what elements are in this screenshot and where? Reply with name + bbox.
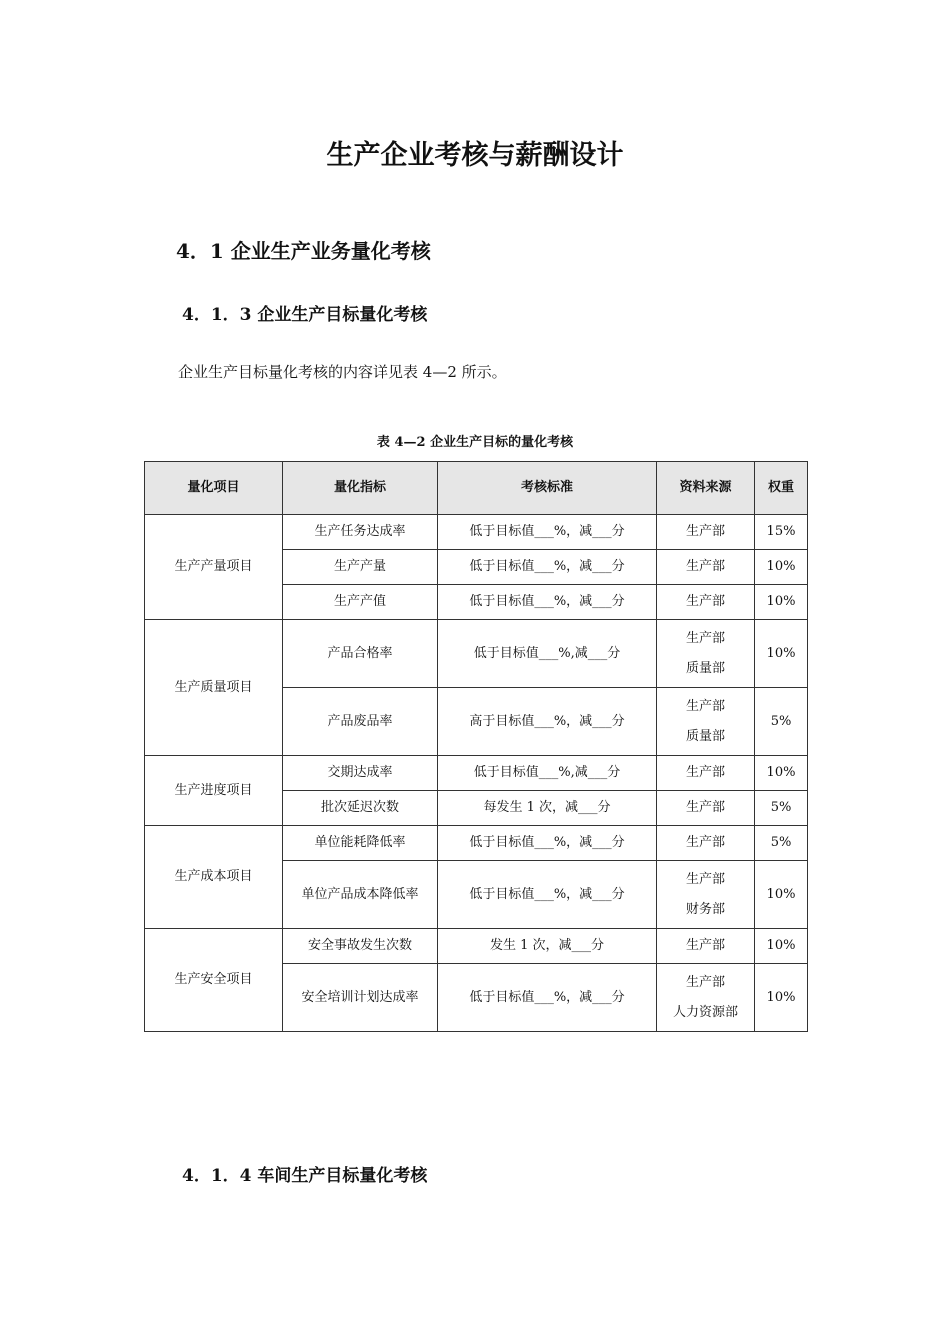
category-cell: 生产质量项目 xyxy=(145,620,283,756)
indicator-cell: 产品废品率 xyxy=(283,688,438,756)
header-standard: 考核标准 xyxy=(438,462,657,515)
indicator-cell: 安全事故发生次数 xyxy=(283,929,438,964)
source-cell: 生产部 xyxy=(657,756,755,791)
weight-cell: 10% xyxy=(755,964,808,1032)
source-line: 质量部 xyxy=(685,728,725,744)
source-cell: 生产部 xyxy=(657,585,755,620)
table-header-row xyxy=(145,462,808,515)
weight-cell: 10% xyxy=(755,861,808,929)
weight-cell: 10% xyxy=(755,929,808,964)
weight-cell: 10% xyxy=(755,585,808,620)
table-row xyxy=(145,620,808,688)
table-caption: 表 4—2 企业生产目标的量化考核 xyxy=(376,435,574,450)
table-row xyxy=(145,515,808,550)
standard-cell: 低于目标值___%，减___分 xyxy=(438,861,657,929)
weight-cell: 5% xyxy=(755,688,808,756)
standard-cell: 低于目标值___%，减___分 xyxy=(438,964,657,1032)
header-source: 资料来源 xyxy=(657,462,755,515)
source-line: 生产部 xyxy=(685,630,725,646)
indicator-cell: 批次延迟次数 xyxy=(283,791,438,826)
indicator-cell: 生产任务达成率 xyxy=(283,515,438,550)
subsection-heading: 4．1．4 车间生产目标量化考核 xyxy=(182,1166,428,1186)
source-line: 生产部 xyxy=(685,871,725,887)
weight-cell: 5% xyxy=(755,826,808,861)
source-cell: 生产部 xyxy=(657,826,755,861)
source-line: 人力资源部 xyxy=(672,1004,738,1020)
indicator-cell: 产品合格率 xyxy=(283,620,438,688)
section-heading: 4．1 企业生产业务量化考核 xyxy=(176,239,431,263)
source-line: 生产部 xyxy=(685,974,725,990)
indicator-cell: 交期达成率 xyxy=(283,756,438,791)
category-cell: 生产进度项目 xyxy=(145,756,283,826)
weight-cell: 10% xyxy=(755,550,808,585)
standard-cell: 高于目标值___%，减___分 xyxy=(438,688,657,756)
indicator-cell: 单位能耗降低率 xyxy=(283,826,438,861)
table-row xyxy=(145,756,808,791)
indicator-cell: 安全培训计划达成率 xyxy=(283,964,438,1032)
standard-cell: 低于目标值___%，减___分 xyxy=(438,585,657,620)
table-row xyxy=(145,826,808,861)
header-weight: 权重 xyxy=(755,462,808,515)
standard-cell: 低于目标值___%，减___分 xyxy=(438,826,657,861)
table-row xyxy=(145,929,808,964)
standard-cell: 低于目标值___%,减___分 xyxy=(438,620,657,688)
category-cell: 生产产量项目 xyxy=(145,515,283,620)
standard-cell: 低于目标值___%，减___分 xyxy=(438,550,657,585)
weight-cell: 15% xyxy=(755,515,808,550)
header-category: 量化项目 xyxy=(145,462,283,515)
source-cell xyxy=(657,861,755,929)
standard-cell: 低于目标值___%，减___分 xyxy=(438,515,657,550)
standard-cell: 每发生 1 次，减___分 xyxy=(438,791,657,826)
source-line: 质量部 xyxy=(685,660,725,676)
source-cell: 生产部 xyxy=(657,791,755,826)
weight-cell: 10% xyxy=(755,620,808,688)
intro-paragraph: 企业生产目标量化考核的内容详见表 4—2 所示。 xyxy=(178,363,507,381)
source-cell xyxy=(657,964,755,1032)
source-cell: 生产部 xyxy=(657,929,755,964)
document-title: 生产企业考核与薪酬设计 xyxy=(326,140,624,171)
source-cell xyxy=(657,620,755,688)
source-line: 生产部 xyxy=(685,698,725,714)
source-cell: 生产部 xyxy=(657,515,755,550)
category-cell: 生产安全项目 xyxy=(145,929,283,1032)
indicator-cell: 生产产量 xyxy=(283,550,438,585)
source-cell xyxy=(657,688,755,756)
indicator-cell: 单位产品成本降低率 xyxy=(283,861,438,929)
category-cell: 生产成本项目 xyxy=(145,826,283,929)
subsection-heading: 4．1．3 企业生产目标量化考核 xyxy=(182,305,428,325)
standard-cell: 低于目标值___%,减___分 xyxy=(438,756,657,791)
weight-cell: 5% xyxy=(755,791,808,826)
source-cell: 生产部 xyxy=(657,550,755,585)
header-indicator: 量化指标 xyxy=(283,462,438,515)
source-line: 财务部 xyxy=(685,901,725,917)
weight-cell: 10% xyxy=(755,756,808,791)
standard-cell: 发生 1 次，减___分 xyxy=(438,929,657,964)
quantification-table xyxy=(144,461,808,1032)
indicator-cell: 生产产值 xyxy=(283,585,438,620)
